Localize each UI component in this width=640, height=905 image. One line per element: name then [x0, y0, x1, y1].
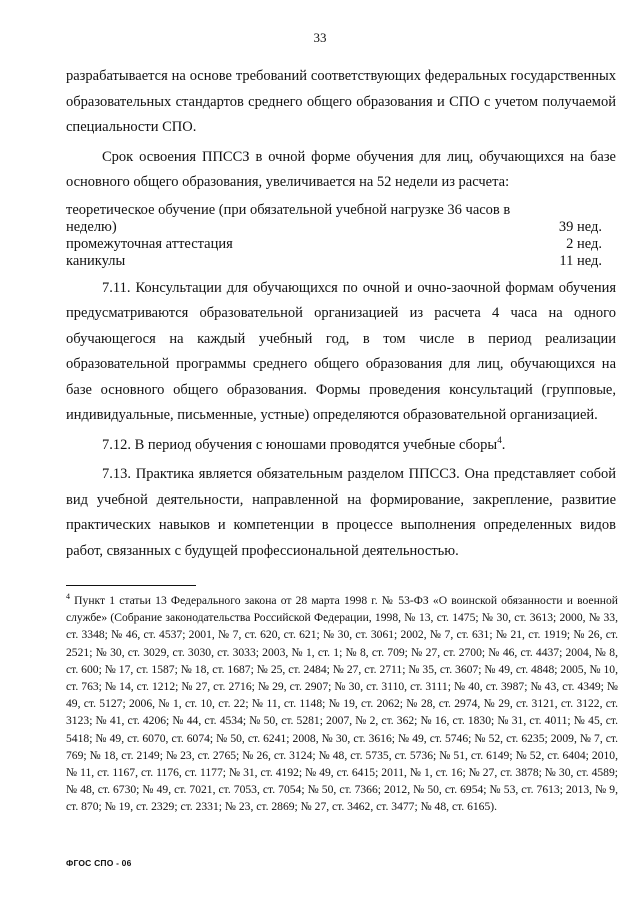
hours-label: промежуточная аттестация — [66, 235, 233, 252]
section-text-end: . — [501, 436, 506, 453]
footnote-text: Пункт 1 статьи 13 Федерального закона от 28 марта 1998 г. № 53-ФЗ «О воинской обязанности и военной службе» (Собрание законодательства Российской Федерации, 1998, № 13, ст. 1475; № 30, ст. 3613; 2000, № 33, ст. 3348; № 46, ст. 4537; 2001, № 7, ст. 620, ст. 621; № 30, ст. 3061; 2002, № 7, ст. 631; № 21, ст. 1919; № 26, ст. 2521; № 30, ст. 3029, ст. 3030, ст. 3033; 2003, № 1, ст. 1; № 8, ст. 709; № 27, ст. 2700; № 46, ст. 4437; 2004, № 8, ст. 600; № 17, ст. 1587; № 18, ст. 1687; № 25, ст. 2484; № 27, ст. 2711; № 35, ст. 3607; № 49, ст. 4848; 2005, № 10, ст. 763; № 14, ст. 1212; № 27, ст. 2716; № 29, ст. 2907; № 30, ст. 3110, ст. 3111; № 40, ст. 3987; № 43, ст. 4349; № 49, ст. 5127; 2006, № 1, ст. 10, ст. 22; № 11, ст. 1148; № 19, ст. 2062; № 28, ст. 2974, № 29, ст. 3121, ст. 3122, ст. 3123; № 41, ст. 4206; № 44, ст. 4534; № 50, ст. 5281; 2007, № 2, ст. 362; № 16, ст. 1830; № 31, ст. 4011; № 45, ст. 5418; № 49, ст. 6070, ст. 6074; № 50, ст. 6241; 2008, № 30, ст. 3616; № 49, ст. 5746; № 52, ст. 6235; 2009, № 7, ст. 769; № 18, ст. 2149; № 23, ст. 2765; № 26, ст. 3124; № 48, ст. 5735, ст. 5736; № 51, ст. 6149; № 52, ст. 6404; 2010, № 11, ст. 1167, ст. 1176, ст. 1177; № 31, ст. 4192; № 49, ст. 6415; 2011, № 1, ст. 16; № 27, ст. 3878; № 30, ст. 4589; № 48, ст. 6730; № 49, ст. 7021, ст. 7053, ст. 7054; № 50, ст. 7366; 2012, № 50, ст. 6954; № 53, ст. 7613; 2013, № 9, ст. 870; № 19, ст. 2329; ст. 2331; № 23, ст. 2869; № 27, ст. 3462, ст. 3477; № 48, ст. 6165). — [66, 594, 618, 814]
section-7-12 — [66, 433, 616, 459]
section-text: В период обучения с юношами проводятся учебные сборы — [134, 436, 498, 453]
hours-row — [66, 253, 616, 270]
section-number: 7.13. — [102, 466, 131, 482]
section-text: Консультации для обучающихся по очной и очно-заочной формам обучения предусматриваются образовательной организацией из расчета 4 часа на одного обучающегося на каждый учебный год, в том числе в период реализации образовательной программы среднего общего образования для лиц, обучающихся на базе основного общего образования. Формы проведения консультаций (групповые, индивидуальные, письменные, устные) определяются образовательной организацией. — [66, 279, 617, 423]
document-body — [66, 64, 616, 564]
footnote-reference: 4 — [497, 434, 502, 445]
hours-value: 2 нед. — [566, 235, 602, 252]
section-number: 7.12. — [102, 436, 131, 453]
section-number: 7.11. — [102, 279, 131, 296]
hours-value: 39 нед. — [558, 218, 602, 235]
hours-table — [66, 202, 616, 270]
section-text: Практика является обязательным разделом ППССЗ. Она представляет собой вид учебной деятельности, направленной на формирование, закрепление, развитие практических навыков и компетенции в процессе выполнения определенных видов работ, связанных с будущей профессиональной деятельностью. — [66, 466, 616, 559]
section-7-11 — [66, 276, 616, 429]
footnote-mark: 4 — [66, 592, 70, 602]
hours-value: 11 нед. — [559, 252, 602, 269]
hours-row — [66, 202, 616, 236]
paragraph-term: Срок освоения ППССЗ в очной форме обучения для лиц, обучающихся на базе основного общего образования, увеличивается на 52 недели из расчета: — [66, 148, 616, 190]
paragraph-intro: разрабатывается на основе требований соответствующих федеральных государственных образовательных стандартов среднего общего образования и СПО с учетом получаемой специальности СПО. — [66, 68, 616, 135]
hours-row — [66, 236, 616, 253]
hours-label: теоретическое обучение (при обязательной учебной нагрузке 36 часов в неделю) — [66, 201, 511, 235]
hours-label: каникулы — [66, 252, 126, 269]
page-number: 33 — [313, 30, 327, 45]
footer-code: ФГОС СПО - 06 — [66, 858, 132, 868]
footnote-divider — [66, 585, 196, 586]
section-7-13 — [66, 462, 616, 564]
footnote — [66, 592, 618, 816]
